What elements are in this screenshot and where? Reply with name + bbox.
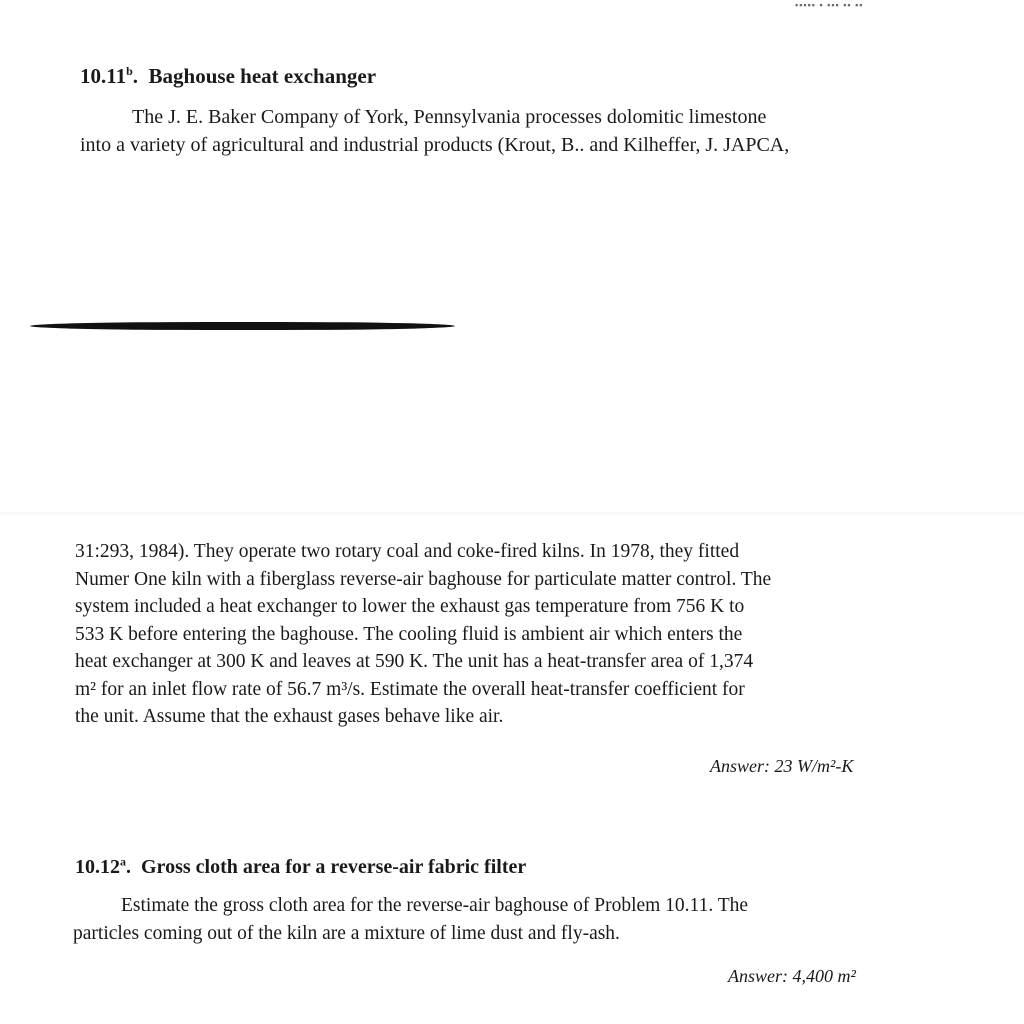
difficulty-superscript: b	[126, 64, 133, 78]
problem-number: 10.12	[75, 856, 120, 878]
text-line-content: 31:293, 1984). They operate two rotary coal and coke-fired kilns. In 1978, they fitted	[75, 541, 740, 562]
text-line	[75, 676, 975, 704]
redaction-mark	[30, 322, 455, 330]
problem-title: Baghouse heat exchanger	[148, 64, 377, 88]
text-line	[80, 132, 980, 160]
text-line-content: system included a heat exchanger to lower the exhaust gas temperature from 756 K to	[75, 596, 745, 617]
text-line-content: The J. E. Baker Company of York, Pennsylvania processes dolomitic limestone	[132, 106, 767, 128]
text-line-content: into a variety of agricultural and industrial products (Krout, B.. and Kilheffer, J. JAPCA,	[80, 133, 790, 156]
problem-10-12-text	[73, 892, 973, 947]
text-line	[75, 538, 975, 566]
problem-10-11-text-bottom	[75, 538, 975, 731]
text-line	[80, 104, 980, 132]
text-line-content: m² for an inlet flow rate of 56.7 m³/s. Estimate the overall heat-transfer coefficient for	[75, 678, 745, 700]
difficulty-superscript: a	[120, 854, 126, 869]
problem-10-11-text-top	[80, 104, 980, 159]
heading-separator: .	[132, 64, 149, 88]
text-line	[75, 621, 975, 649]
text-line-content: the unit. Assume that the exhaust gases behave like air.	[75, 706, 504, 727]
problem-number: 10.11	[80, 64, 127, 88]
problem-10-11-answer: Answer: 23 W/m²-K	[710, 756, 854, 776]
problem-title: Gross cloth area for a reverse-air fabric filter	[141, 856, 527, 878]
text-line	[73, 920, 973, 948]
scan-panel-edge	[0, 512, 1024, 516]
text-line	[75, 593, 975, 621]
text-line-content: Estimate the gross cloth area for the reverse-air baghouse of Problem 10.11. The	[121, 895, 749, 916]
text-line-content: heat exchanger at 300 K and leaves at 590 K. The unit has a heat-transfer area of 1,374	[75, 651, 754, 672]
text-line-content: 533 K before entering the baghouse. The cooling fluid is ambient air which enters the	[75, 623, 743, 645]
text-line	[75, 566, 975, 594]
text-line	[73, 892, 973, 920]
text-line-content: particles coming out of the kiln are a mixture of lime dust and fly-ash.	[73, 922, 620, 944]
text-line	[75, 703, 975, 731]
heading-separator: .	[126, 856, 141, 878]
cropped-running-header: ▪▪▪▪▪ ▪ ▪▪▪ ▪▪ ▪▪	[795, 0, 864, 10]
text-line-content: Numer One kiln with a fiberglass reverse-air baghouse for particulate matter control. The	[75, 568, 772, 590]
problem-10-12-answer: Answer: 4,400 m²	[728, 966, 856, 986]
problem-10-11-heading	[80, 64, 376, 89]
problem-10-12-heading	[75, 856, 526, 879]
text-line	[75, 648, 975, 676]
